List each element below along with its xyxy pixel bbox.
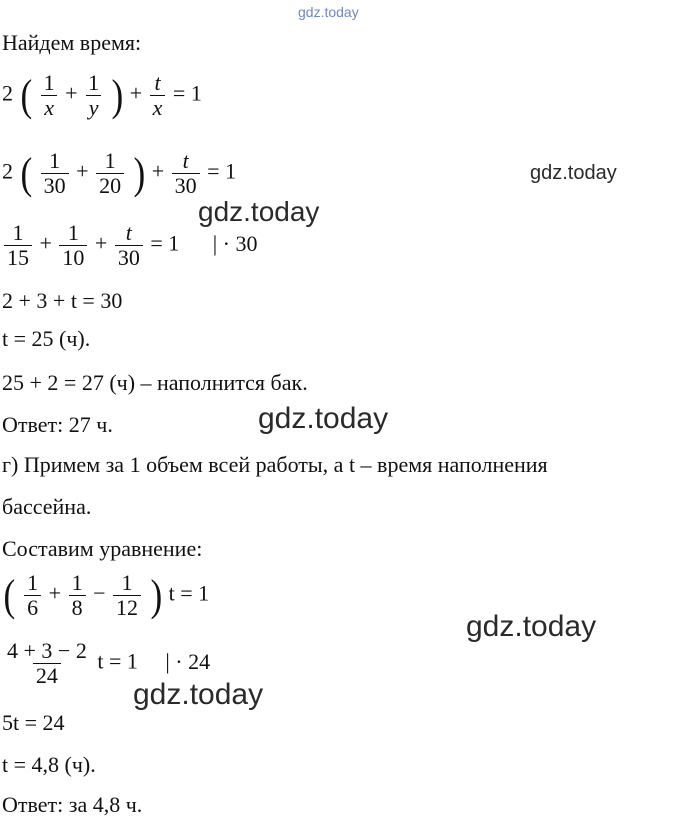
fraction-1-x: $\frac{1}{x}$: [41, 72, 58, 119]
watermark-center: gdz.today: [258, 402, 389, 435]
result-t48: t = 4,8 (ч).: [2, 752, 96, 777]
watermark-lower: gdz.today: [133, 678, 264, 711]
equation-1: 2 ( $\frac{1}{x}$ + $\frac{1}{y}$ ) + $\frac{t}{x}$ = 1: [2, 70, 202, 120]
equation-sum: 2 + 3 + t = 30: [2, 288, 123, 313]
part-g-line2: бассейна.: [2, 494, 92, 519]
watermark-right: gdz.today: [466, 610, 597, 643]
heading-find-time: Найдем время:: [2, 30, 142, 55]
watermark-mid: gdz.today: [198, 196, 320, 227]
fraction-t-x: $\frac{t}{x}$: [150, 72, 166, 119]
equation-5: $\frac{4 + 3 - 2}{24}$ t = 1 | · 24: [7, 638, 211, 688]
result-5t: 5t = 24: [2, 710, 65, 735]
watermark-small-right: gdz.today: [530, 162, 617, 184]
watermark-top: gdz.today: [298, 4, 359, 20]
result-t25: t = 25 (ч).: [2, 326, 91, 351]
fraction-1-y: $\frac{1}{y}$: [85, 72, 102, 119]
answer-1: Ответ: 27 ч.: [2, 412, 113, 437]
tank-fill-line: 25 + 2 = 27 (ч) – наполнится бак.: [2, 370, 308, 395]
part-g-line1: г) Примем за 1 объем всей работы, а t – время наполнения: [2, 452, 548, 477]
equation-4: ( $\frac{1}{6}$ + $\frac{1}{8}$ − $\frac{1}{12}$ ) t = 1: [3, 570, 210, 620]
answer-2: Ответ: за 4,8 ч.: [2, 792, 143, 817]
equation-2: 2 ( $\frac{1}{30}$ + $\frac{1}{20}$ ) + $\frac{t}{30}$ = 1: [2, 148, 237, 198]
equation-3: $\frac{1}{15}$ + $\frac{1}{10}$ + $\frac{t}{30}$ = 1 | · 30: [2, 222, 258, 269]
compose-equation: Составим уравнение:: [2, 536, 203, 561]
